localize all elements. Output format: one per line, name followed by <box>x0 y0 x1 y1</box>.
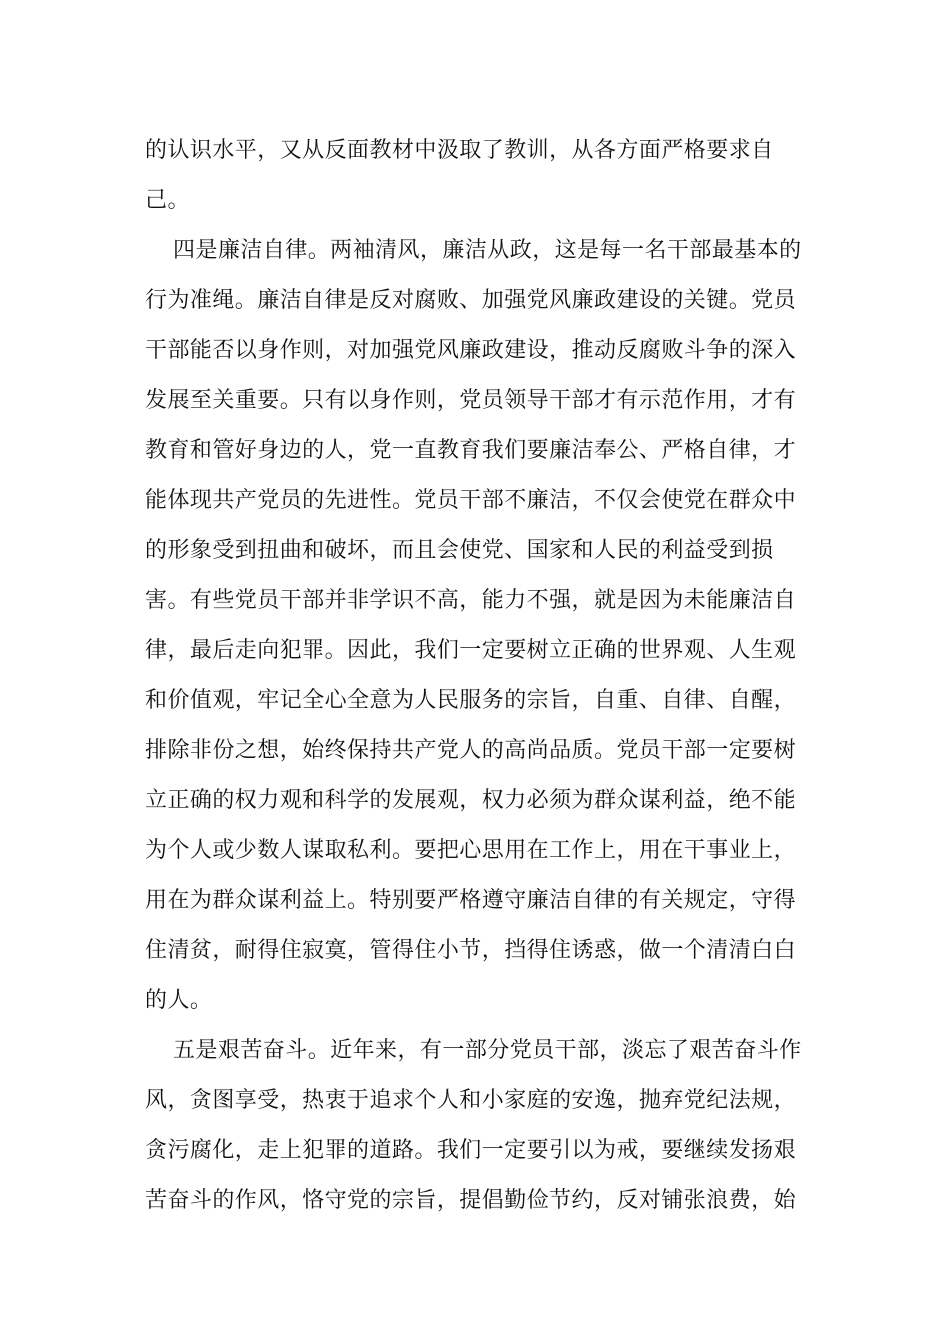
text-line: 的认识水平，又从反面教材中汲取了教训，从各方面严格要求自 <box>145 138 774 163</box>
text-line: 用在为群众谋利益上。特别要严格遵守廉洁自律的有关规定，守得 <box>145 888 797 913</box>
text-line: 苦奋斗的作风，恪守党的宗旨，提倡勤俭节约，反对铺张浪费，始 <box>145 1188 797 1213</box>
text-line: 干部能否以身作则，对加强党风廉政建设，推动反腐败斗争的深入 <box>145 338 797 363</box>
text-line: 发展至关重要。只有以身作则，党员领导干部才有示范作用，才有 <box>145 388 797 413</box>
text-line: 教育和管好身边的人，党一直教育我们要廉洁奉公、严格自律，才 <box>145 438 797 463</box>
text-line: 立正确的权力观和科学的发展观，权力必须为群众谋利益，绝不能 <box>145 788 797 813</box>
text-line: 五是艰苦奋斗。近年来，有一部分党员干部，淡忘了艰苦奋斗作 <box>173 1038 802 1063</box>
text-line: 贪污腐化，走上犯罪的道路。我们一定要引以为戒，要继续发扬艰 <box>145 1138 797 1163</box>
text-line: 律，最后走向犯罪。因此，我们一定要树立正确的世界观、人生观 <box>145 638 797 663</box>
text-line: 和价值观，牢记全心全意为人民服务的宗旨，自重、自律、自醒， <box>145 688 797 713</box>
text-line: 行为准绳。廉洁自律是反对腐败、加强党风廉政建设的关键。党员 <box>145 288 797 313</box>
text-line: 的人。 <box>145 988 213 1013</box>
text-line: 排除非份之想，始终保持共产党人的高尚品质。党员干部一定要树 <box>145 738 797 763</box>
text-line: 的形象受到扭曲和破坏，而且会使党、国家和人民的利益受到损 <box>145 538 774 563</box>
text-line: 风，贪图享受，热衷于追求个人和小家庭的安逸，抛弃党纪法规， <box>145 1088 797 1113</box>
text-line: 四是廉洁自律。两袖清风，廉洁从政，这是每一名干部最基本的 <box>173 238 802 263</box>
text-line: 住清贫，耐得住寂寞，管得住小节，挡得住诱惑，做一个清清白白 <box>145 938 797 963</box>
text-line: 害。有些党员干部并非学识不高，能力不强，就是因为未能廉洁自 <box>145 588 797 613</box>
text-line: 为个人或少数人谋取私利。要把心思用在工作上，用在干事业上， <box>145 838 797 863</box>
text-line: 己。 <box>145 188 190 213</box>
text-line: 能体现共产党员的先进性。党员干部不廉洁，不仅会使党在群众中 <box>145 488 797 513</box>
